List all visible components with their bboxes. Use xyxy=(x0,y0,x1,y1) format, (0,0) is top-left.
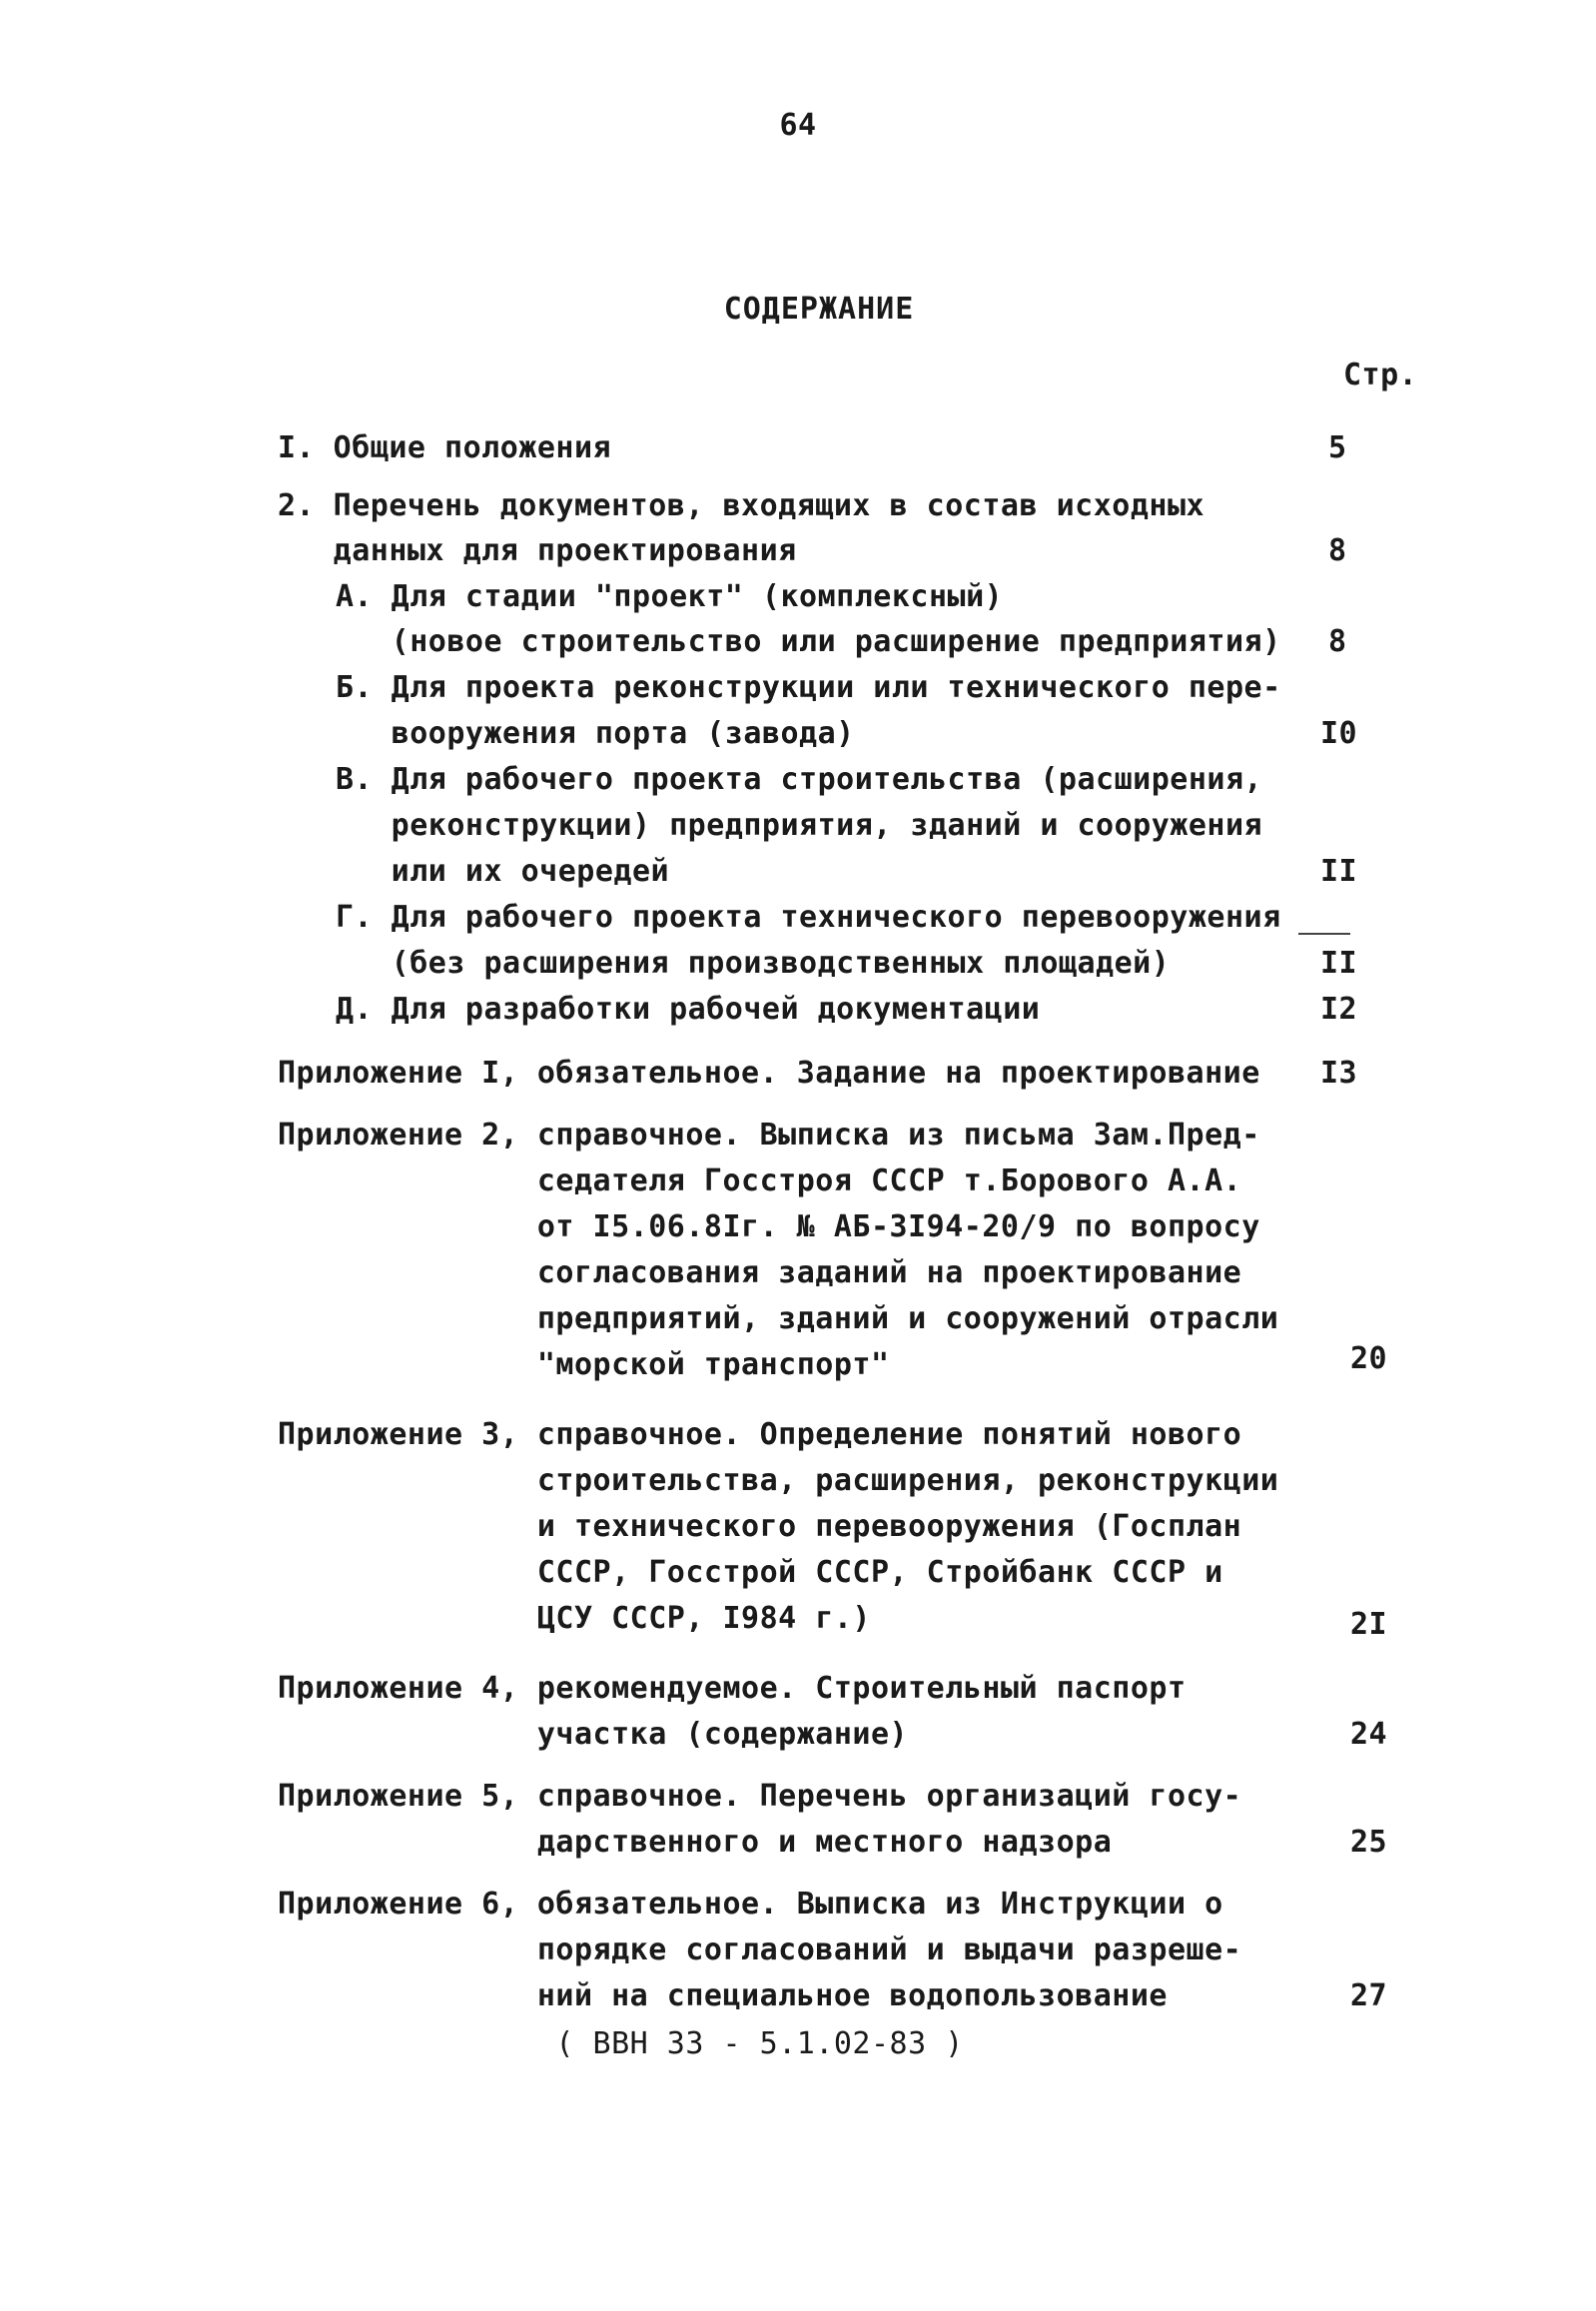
entry-page: II xyxy=(1320,854,1358,889)
entry-page: I3 xyxy=(1320,1056,1358,1091)
leader-dash xyxy=(1298,933,1350,935)
toc-title: СОДЕРЖАНИЕ xyxy=(723,292,915,327)
entry-line: Г. Для рабочего проекта технического перевооружения xyxy=(336,900,1281,935)
entry-page: 25 xyxy=(1350,1825,1388,1860)
entry-line: от I5.06.8Iг. № АБ-3I94-20/9 по вопросу xyxy=(278,1209,1260,1244)
entry-line: 2. Перечень документов, входящих в состав исходных xyxy=(278,488,1205,523)
entry-line: дарственного и местного надзора xyxy=(278,1825,1113,1860)
entry-line: строительства, расширения, реконструкции xyxy=(278,1463,1279,1498)
entry-line: (новое строительство или расширение предприятия) xyxy=(336,624,1281,659)
entry-line: Приложение 6, обязательное. Выписка из Инструкции о xyxy=(278,1887,1223,1922)
entry-line: Б. Для проекта реконструкции или технического пере- xyxy=(336,670,1281,705)
entry-page: 20 xyxy=(1350,1341,1388,1376)
entry-page: 8 xyxy=(1328,533,1347,568)
entry-page: 27 xyxy=(1350,1978,1388,2013)
page-column-header: Стр. xyxy=(1343,358,1418,392)
entry-line: реконструкции) предприятия, зданий и сооружения xyxy=(336,808,1263,843)
entry-line: ЦСУ СССР, I984 г.) xyxy=(278,1601,871,1636)
entry-line: СССР, Госстрой СССР, Стройбанк СССР и xyxy=(278,1555,1223,1590)
entry-line: ний на специальное водопользование xyxy=(278,1978,1168,2013)
entry-page: I0 xyxy=(1320,716,1358,751)
entry-line: Приложение 3, справочное. Определение понятий нового xyxy=(278,1417,1242,1452)
entry-line: участка (содержание) xyxy=(278,1717,909,1752)
entry-line: Приложение 5, справочное. Перечень организаций госу- xyxy=(278,1779,1242,1814)
entry-line: вооружения порта (завода) xyxy=(336,716,855,751)
entry-page: 24 xyxy=(1350,1717,1388,1752)
entry-page: II xyxy=(1320,946,1358,981)
entry-line: Приложение 2, справочное. Выписка из письма Зам.Пред- xyxy=(278,1118,1260,1153)
entry-line: предприятий, зданий и сооружений отрасли xyxy=(278,1301,1279,1336)
entry-line: порядке согласований и выдачи разреше- xyxy=(278,1932,1242,1967)
entry-line: В. Для рабочего проекта строительства (расширения, xyxy=(336,762,1263,797)
entry-line: ( ВВН 33 - 5.1.02-83 ) xyxy=(278,2026,964,2061)
entry-line: Приложение 4, рекомендуемое. Строительный паспорт xyxy=(278,1671,1187,1706)
entry-line: (без расширения производственных площадей) xyxy=(336,946,1171,981)
entry-page: 8 xyxy=(1328,624,1347,659)
entry-line: Д. Для разработки рабочей документации xyxy=(336,992,1041,1027)
entry-page: I2 xyxy=(1320,992,1358,1027)
entry-line: А. Для стадии "проект" (комплексный) xyxy=(336,579,1004,614)
entry-page: 5 xyxy=(1328,430,1347,465)
entry-line: и технического перевооружения (Госплан xyxy=(278,1509,1242,1544)
entry-line: Приложение I, обязательное. Задание на проектирование xyxy=(278,1056,1260,1091)
page-number: 64 xyxy=(779,108,817,143)
entry-line: данных для проектирования xyxy=(278,533,797,568)
entry-line: или их очередей xyxy=(336,854,670,889)
entry-line: согласования заданий на проектирование xyxy=(278,1255,1242,1290)
entry-line: I. Общие положения xyxy=(278,430,612,465)
entry-line: "морской транспорт" xyxy=(278,1347,890,1382)
entry-line: седателя Госстроя СССР т.Борового А.А. xyxy=(278,1163,1242,1198)
entry-page: 2I xyxy=(1350,1607,1388,1642)
